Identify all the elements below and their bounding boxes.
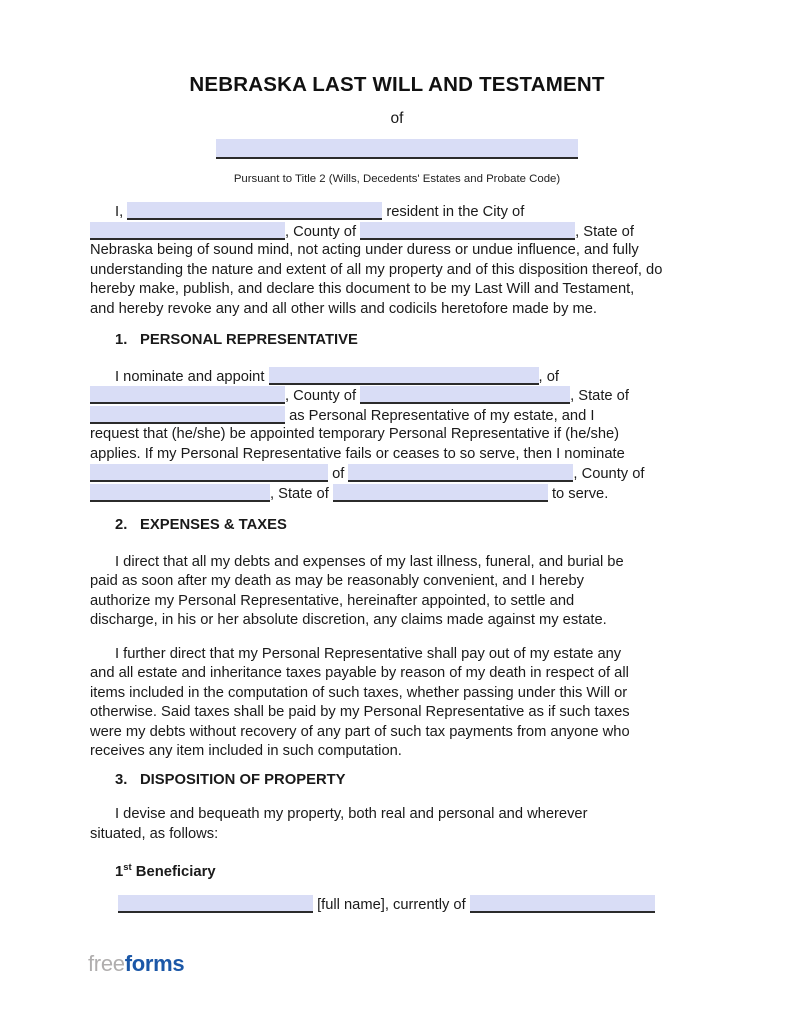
section-2-heading (90, 516, 704, 536)
section-disposition-of-property (90, 771, 704, 915)
section-2-paragraph-1 (90, 553, 704, 631)
logo-text-forms: forms (124, 951, 185, 976)
field-declarant-city[interactable] (90, 222, 285, 240)
field-alternate-rep-county[interactable] (90, 484, 270, 502)
beneficiary-label-text: Beneficiary (131, 863, 216, 880)
logo-text-free: free (88, 951, 125, 976)
text-segment: [full name], currently of (313, 896, 470, 913)
section-3-heading (90, 771, 704, 791)
text-line: applies. If my Personal Representative fails or ceases to so serve, then I nominate (90, 445, 625, 462)
field-declarant-name[interactable] (127, 202, 382, 220)
field-personal-rep-city[interactable] (90, 386, 285, 404)
section-number: 3. (115, 771, 128, 788)
section-3-paragraph (90, 805, 704, 844)
pursuant-line: Pursuant to Title 2 (Wills, Decedents' Estates and Probate Code) (233, 173, 561, 185)
text-line: discharge, in his or her absolute discretion, any claims made against my estate. (90, 612, 607, 628)
section-title: DISPOSITION OF PROPERTY (140, 771, 346, 788)
text-segment: I nominate and appoint (115, 368, 269, 385)
section-expenses-taxes (90, 516, 704, 762)
field-personal-rep-name[interactable] (269, 367, 539, 385)
section-title: PERSONAL REPRESENTATIVE (140, 332, 358, 348)
text-segment: as Personal Representative of my estate, and I (285, 407, 595, 424)
title-of-label: of (390, 110, 404, 127)
text-line: understanding the nature and extent of all my property and of this disposition thereof, do (90, 261, 663, 278)
text-segment: , State of (575, 223, 634, 240)
text-line: receives any item included in such computation. (90, 743, 402, 759)
section-2-paragraph-2 (90, 645, 704, 762)
text-line (90, 895, 704, 915)
text-segment: , County of (285, 388, 361, 404)
text-line: paid as soon after my death as may be reasonably convenient, and I hereby (90, 573, 584, 589)
text-segment: , of (538, 368, 559, 385)
section-number: 2. (115, 517, 128, 533)
beneficiary-ordinal-suffix: st (123, 862, 132, 873)
field-alternate-rep-city[interactable] (348, 464, 573, 482)
text-line: and hereby revoke any and all other wills and codicils heretofore made by me. (90, 300, 597, 317)
field-personal-rep-state[interactable] (90, 406, 285, 424)
testator-name-row (90, 139, 704, 159)
text-line: I direct that all my debts and expenses of my last illness, funeral, and burial be (115, 553, 624, 570)
text-line: otherwise. Said taxes shall be paid by my Personal Representative as if such taxes (90, 704, 630, 720)
text-line: situated, as follows: (90, 825, 219, 842)
beneficiary-entry-line (90, 895, 704, 915)
beneficiary-ordinal: 1 (115, 863, 124, 880)
text-line: I further direct that my Personal Representative shall pay out of my estate any (115, 645, 622, 662)
document-title: NEBRASKA LAST WILL AND TESTAMENT (189, 73, 605, 96)
text-line (90, 484, 704, 504)
text-line: hereby make, publish, and declare this document to be my Last Will and Testament, (90, 281, 635, 297)
text-segment: resident in the City of (382, 204, 525, 220)
text-line (90, 386, 704, 406)
text-line: authorize my Personal Representative, hereinafter appointed, to settle and (90, 592, 575, 609)
text-line (90, 202, 704, 222)
field-beneficiary-1-address[interactable] (470, 895, 655, 913)
text-line (90, 406, 704, 426)
text-segment: I, (115, 204, 128, 220)
field-beneficiary-1-name[interactable] (118, 895, 313, 913)
text-line: Nebraska being of sound mind, not acting under duress or undue influence, and fully (90, 242, 639, 258)
document-content (90, 73, 704, 914)
field-declarant-county[interactable] (360, 222, 575, 240)
section-1-paragraph (90, 367, 704, 504)
text-segment: to serve. (547, 485, 609, 502)
text-segment: of (328, 466, 349, 482)
first-beneficiary-label (115, 858, 704, 878)
text-line: items included in the computation of such taxes, whether passing under this Will or (90, 684, 628, 701)
field-alternate-rep-state[interactable] (333, 484, 548, 502)
text-line (90, 222, 704, 242)
field-alternate-rep-name[interactable] (90, 464, 328, 482)
field-testator-name[interactable] (216, 139, 578, 159)
text-line: I devise and bequeath my property, both real and personal and wherever (115, 806, 588, 822)
text-line: and all estate and inheritance taxes payable by reason of my death in respect of all (90, 665, 629, 681)
section-1-heading (90, 331, 704, 351)
text-segment: , County of (285, 223, 361, 240)
text-line (90, 464, 704, 484)
text-line: request that (he/she) be appointed temporary Personal Representative if (he/she) (90, 426, 620, 442)
section-personal-representative (90, 331, 704, 503)
text-segment: , State of (270, 485, 333, 502)
freeforms-logo (88, 951, 184, 977)
text-segment: , State of (570, 388, 629, 404)
section-title: EXPENSES & TAXES (140, 517, 287, 533)
text-line: were my debts without recovery of any part of such tax payments from anyone who (90, 723, 630, 740)
opening-paragraph (90, 202, 704, 319)
field-personal-rep-county[interactable] (360, 386, 570, 404)
text-line (90, 367, 704, 387)
text-segment: , County of (573, 466, 645, 482)
section-number: 1. (115, 332, 128, 348)
